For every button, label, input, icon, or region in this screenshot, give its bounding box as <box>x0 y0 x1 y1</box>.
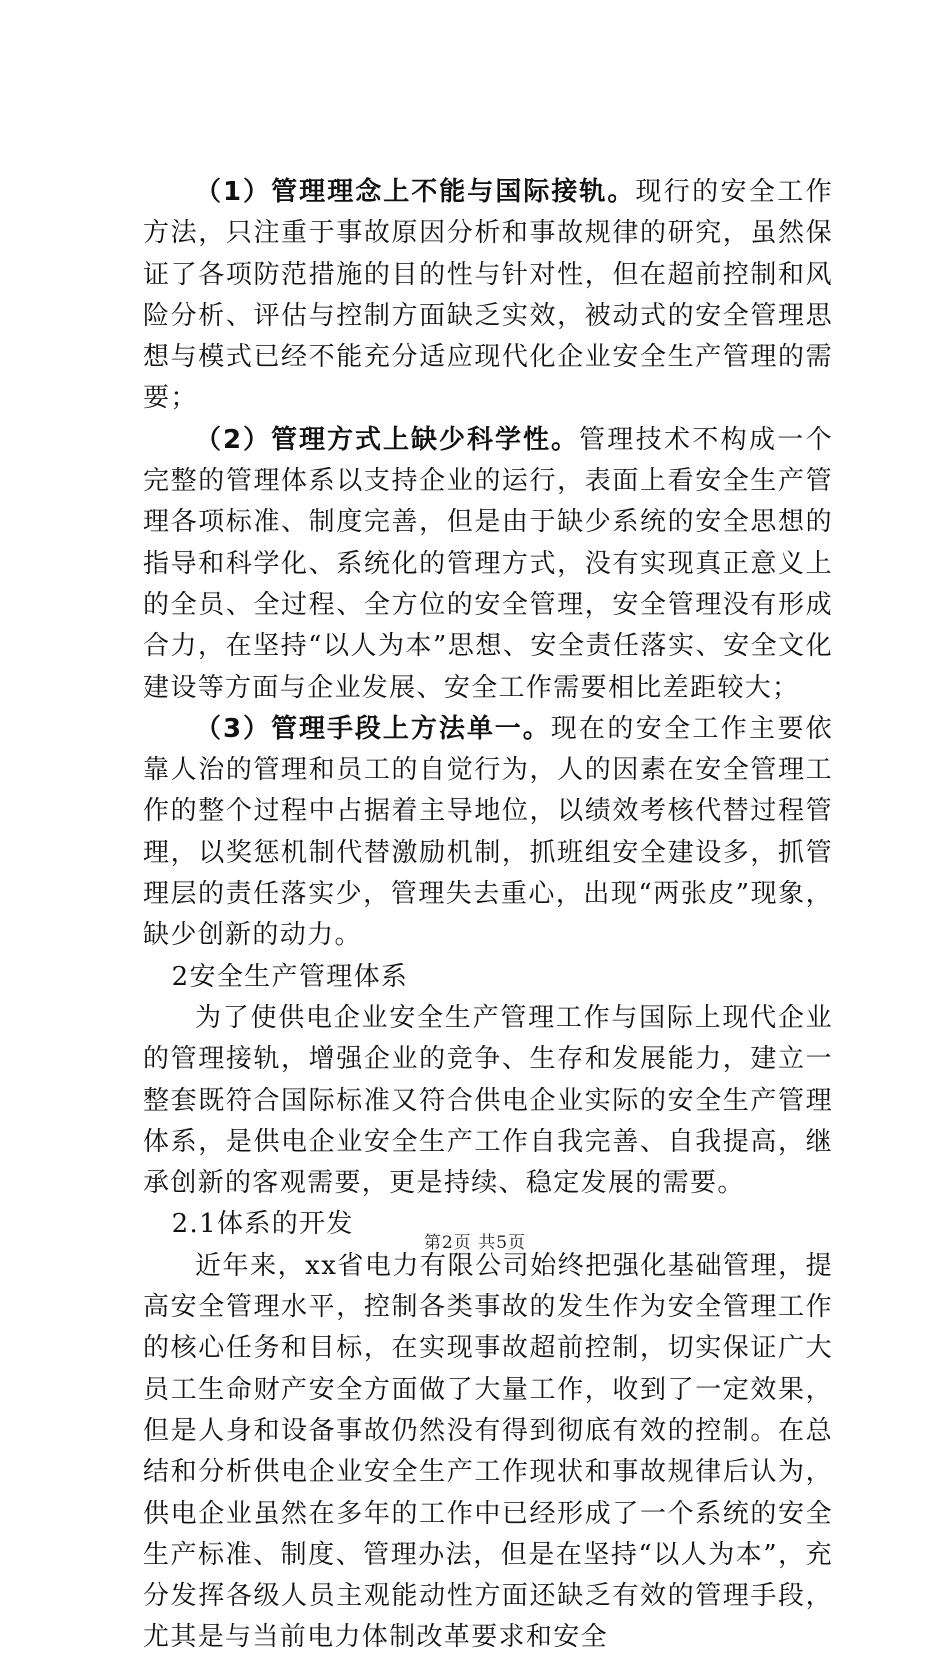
paragraph-management-means <box>143 709 833 957</box>
paragraph-management-concept <box>143 172 833 420</box>
paragraph-text: 现行的安全工作方法，只注重于事故原因分析和事故规律的研究，虽然保证了各项防范措施的目的性与针对性，但在超前控制和风险分析、评估与控制方面缺乏实效，被动式的安全管理思想与模式已经不能充分适应现代化企业安全生产管理的需要； <box>143 177 833 414</box>
paragraph-heading: （3）管理手段上方法单一。 <box>195 713 551 744</box>
page-footer: 第2页 共5页 <box>423 1233 527 1253</box>
paragraph-section-2: 为了使供电企业安全生产管理工作与国际上现代企业的管理接轨，增强企业的竞争、生存和发展能力，建立一整套既符合国际标准又符合供电企业实际的安全生产管理体系，是供电企业安全生产工作自我完善、自我提高，继承创新的客观需要，更是持续、稳定发展的需要。 <box>143 1002 833 1199</box>
paragraph-heading: （1）管理理念上不能与国际接轨。 <box>195 177 636 207</box>
paragraph-section-2-1: 近年来，xx省电力有限公司始终把强化基础管理，提高安全管理水平，控制各类事故的发生作为安全管理工作的核心任务和目标，在实现事故超前控制，切实保证广大员工生命财产安全方面做了大量工作，收到了一定效果，但是人身和设备事故仍然没有得到彻底有效的控制。在总结和分析供电企业安全生产工作现状和事故规律后认为，供电企业虽然在多年的工作中已经形成了一个系统的安全生产标准、制度、管理办法，但是在坚持“以人为本”，充分发挥各级人员主观能动性方面还缺乏有效的管理手段，尤其是与当前电力体制改革要求和安全 <box>143 1250 833 1653</box>
paragraph-text: 现在的安全工作主要依靠人治的管理和员工的自觉行为，人的因素在安全管理工作的整个过程中占据着主导地位，以绩效考核代替过程管理，以奖惩机制代替激励机制，抓班组安全建设多，抓管理层的责任落实少，管理失去重心，出现“两张皮”现象，缺少创新的动力。 <box>143 713 833 951</box>
section-heading-2-1: 2.1体系的开发 <box>171 1209 354 1240</box>
section-heading-2: 2安全生产管理体系 <box>171 961 409 992</box>
paragraph-heading: （2）管理方式上缺少科学性。 <box>195 424 579 455</box>
paragraph-management-method <box>143 420 833 709</box>
paragraph-text: 管理技术不构成一个完整的管理体系以支持企业的运行，表面上看安全生产管理各项标准、制度完善，但是由于缺少系统的安全思想的指导和科学化、系统化的管理方式，没有实现真正意义上的全员、全过程、全方位的安全管理，安全管理没有形成合力，在坚持“以人为本”思想、安全责任落实、安全文化建设等方面与企业发展、安全工作需要相比差距较大； <box>143 424 833 703</box>
document-body <box>143 172 833 1659</box>
